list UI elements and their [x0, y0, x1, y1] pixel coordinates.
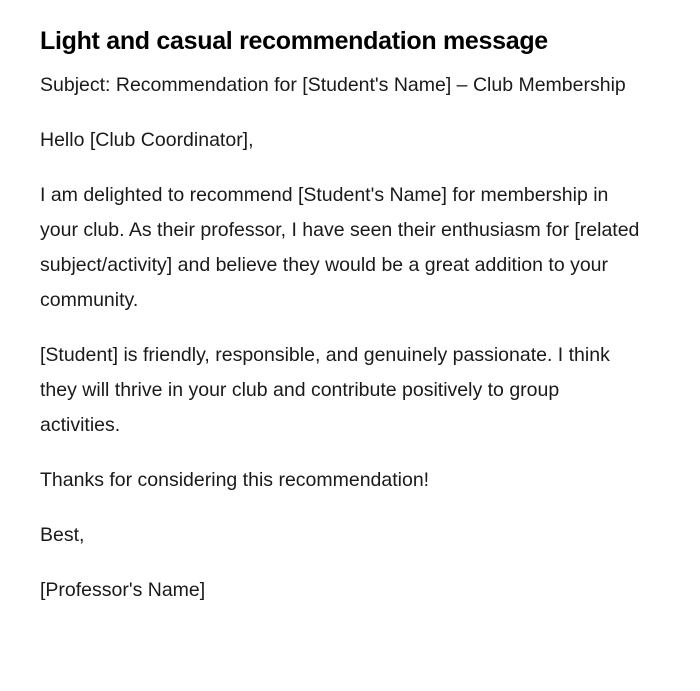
- closing-line: Thanks for considering this recommendation!: [40, 469, 430, 491]
- body-paragraph-1: I am delighted to recommend [Student's Name] for membership in your club. As their professor, I have seen their enthusiasm for [related subject/activity] and believe they would be a great addition to your community.: [40, 184, 640, 311]
- letter-document: [40, 24, 640, 628]
- document-title: Light and casual recommendation message: [40, 27, 548, 55]
- greeting-line: Hello [Club Coordinator],: [40, 129, 254, 151]
- sign-off: Best,: [40, 524, 85, 546]
- subject-line: Subject: Recommendation for [Student's Name] – Club Membership: [40, 74, 626, 96]
- signature-name: [Professor's Name]: [40, 579, 206, 601]
- body-paragraph-2: [Student] is friendly, responsible, and genuinely passionate. I think they will thrive in your club and contribute positively to group activities.: [40, 344, 610, 436]
